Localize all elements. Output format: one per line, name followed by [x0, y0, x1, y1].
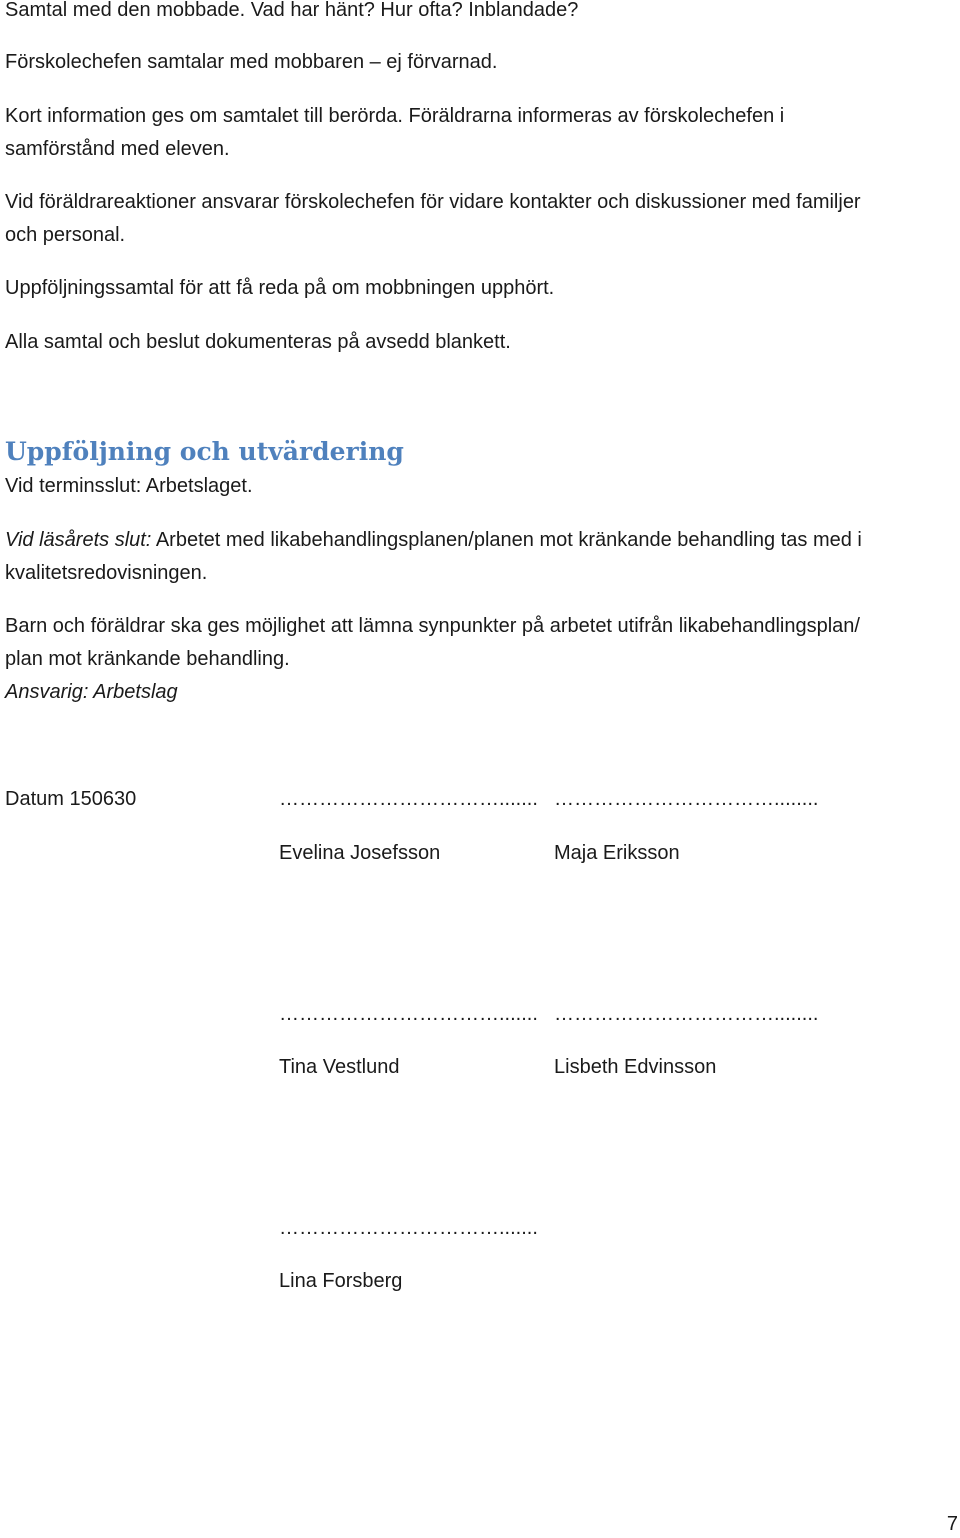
section-heading: Uppföljning och utvärdering	[5, 437, 404, 466]
signature-name: Tina Vestlund	[279, 1056, 400, 1078]
paragraph-parent-reactions-line2: och personal.	[5, 224, 126, 246]
paragraph-information-line1: Kort information ges om samtalet till berörda. Föräldrarna informeras av förskolechefen i	[5, 105, 785, 127]
signature-line: …………………………….......	[279, 1217, 538, 1239]
signature-line: …………………………….......	[279, 788, 538, 810]
signature-name: Lisbeth Edvinsson	[554, 1056, 717, 1078]
feedback-line1: Barn och föräldrar ska ges möjlighet att lämna synpunkter på arbetet utifrån likabehandlingsplan/	[5, 615, 860, 637]
signature-line: ……………………………........	[554, 788, 819, 810]
paragraph-information-line2: samförstånd med eleven.	[5, 138, 230, 160]
signature-name: Maja Eriksson	[554, 842, 680, 864]
term-end-text: Vid terminsslut: Arbetslaget.	[5, 475, 253, 497]
year-end-line2: kvalitetsredovisningen.	[5, 562, 208, 584]
paragraph-documentation: Alla samtal och beslut dokumenteras på avsedd blankett.	[5, 331, 511, 353]
year-end-line1	[5, 524, 945, 557]
date-label: Datum 150630	[5, 788, 137, 810]
signature-line: ……………………………........	[554, 1003, 819, 1025]
signature-name: Evelina Josefsson	[279, 842, 441, 864]
paragraph-interview-bully: Förskolechefen samtalar med mobbaren – ej förvarnad.	[5, 51, 498, 73]
feedback-line2: plan mot kränkande behandling.	[5, 648, 290, 670]
year-end-label: Vid läsårets slut:	[5, 529, 152, 551]
responsible-text: Ansvarig: Arbetslag	[5, 681, 178, 703]
page-number: 7	[946, 1513, 958, 1535]
paragraph-follow-up-talk: Uppföljningssamtal för att få reda på om mobbningen upphört.	[5, 277, 555, 299]
paragraph-parent-reactions-line1: Vid föräldrareaktioner ansvarar förskolechefen för vidare kontakter och diskussioner med familjer	[5, 191, 861, 213]
signature-line: …………………………….......	[279, 1003, 538, 1025]
signature-name: Lina Forsberg	[279, 1270, 403, 1292]
year-end-text: Arbetet med likabehandlingsplanen/planen mot kränkande behandling tas med i	[151, 529, 862, 551]
paragraph-interview-bullied: Samtal med den mobbade. Vad har hänt? Hur ofta? Inblandade?	[5, 0, 579, 21]
